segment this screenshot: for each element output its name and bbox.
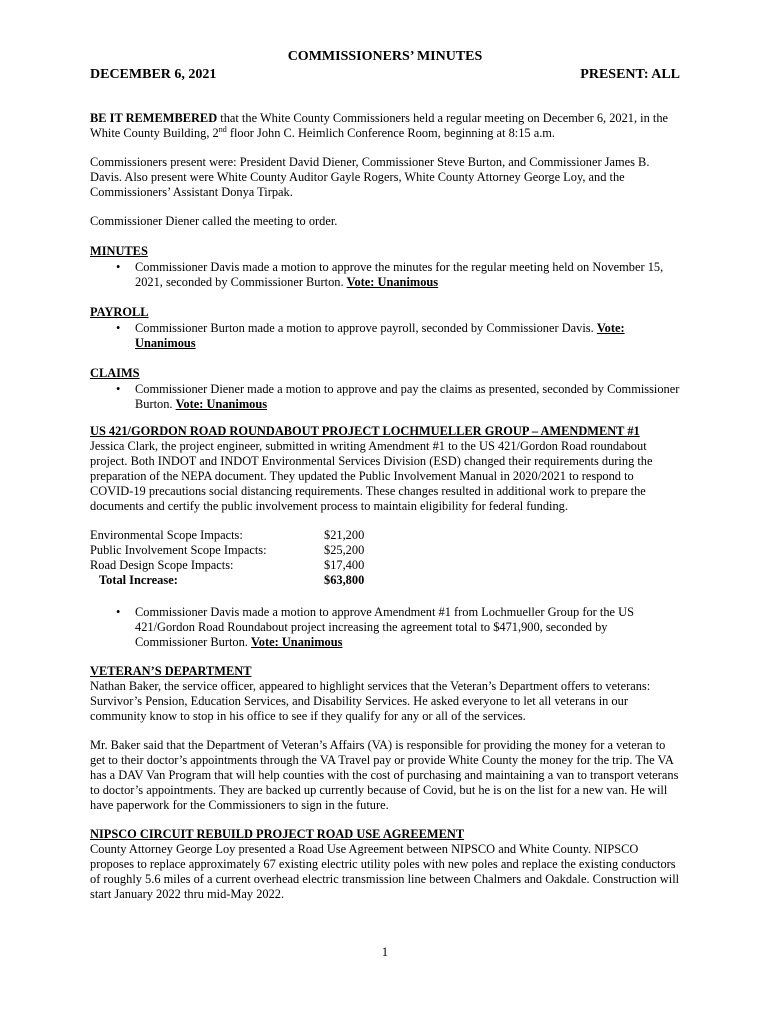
bullet-icon: • — [116, 321, 121, 335]
vote-result: Vote: Unanimous — [175, 397, 268, 411]
cost-label: Public Involvement Scope Impacts: — [90, 543, 267, 557]
meeting-date: DECEMBER 6, 2021 — [90, 67, 217, 82]
present-status: PRESENT: ALL — [580, 67, 680, 82]
cost-amount: $17,400 — [324, 558, 365, 572]
motion-text: Commissioner Davis made a motion to approve the minutes for the regular meeting held on November 15, 2021, seconded by Commissioner Burton. — [135, 260, 664, 289]
cost-amount: $25,200 — [324, 543, 365, 557]
cost-label: Environmental Scope Impacts: — [90, 528, 243, 542]
total-label: Total Increase: — [99, 573, 178, 587]
motion-text: Commissioner Davis made a motion to approve Amendment #1 from Lochmueller Group for the US 421/Gordon Road Roundabout project increasing the agreement total to $471,900, seconded by Commissioner Burton. — [135, 605, 634, 649]
vote-result: Vote: Unanimous — [346, 275, 439, 289]
attendance-paragraph: Commissioners present were: President David Diener, Commissioner Steve Burton, and Commissioner James B. Davis. Also present were White County Auditor Gayle Rogers, White County Attorney George Loy, and the Commissioners’ Assistant Donya Tirpak. — [90, 155, 650, 199]
bullet-icon: • — [116, 605, 121, 619]
veterans-heading: VETERAN’S DEPARTMENT — [90, 664, 252, 678]
list-item — [90, 321, 680, 351]
minutes-list — [90, 260, 680, 290]
list-item — [90, 260, 680, 290]
page-number: 1 — [381, 945, 389, 959]
payroll-heading: PAYROLL — [90, 305, 149, 319]
minutes-heading: MINUTES — [90, 244, 148, 258]
total-amount: $63,800 — [324, 573, 365, 587]
table-row — [90, 543, 404, 558]
cost-amount: $21,200 — [324, 528, 365, 542]
call-to-order: Commissioner Diener called the meeting to order. — [90, 214, 338, 228]
document-title: COMMISSIONERS’ MINUTES — [287, 49, 483, 64]
bullet-icon: • — [116, 260, 121, 274]
remembered-text: that the White County Commissioners held a regular meeting on December 6, 2021, in the White County Building, 2 — [90, 111, 669, 140]
veterans-paragraph-1: Nathan Baker, the service officer, appeared to highlight services that the Veteran’s Department offers to veterans: Survivor’s Pension, Education Services, and Disability Services. He asked everyone to let all veterans in our community know to stop in his office to see if they qualify for any or all of the services. — [90, 679, 651, 723]
table-row — [90, 558, 404, 573]
claims-list — [90, 382, 680, 412]
roundabout-list — [90, 605, 680, 650]
payroll-list — [90, 321, 680, 351]
nipsco-paragraph: County Attorney George Loy presented a Road Use Agreement between NIPSCO and White County. NIPSCO proposes to replace approximately 67 existing electric utility poles with new poles and replace the existing conductors of roughly 5.6 miles of a current overhead electric transmission line between Chalmers and Oakdale. Construction will start January 2022 thru mid-May 2022. — [90, 842, 680, 901]
total-row — [90, 573, 404, 588]
list-item — [90, 605, 680, 650]
ordinal-suffix: nd — [218, 124, 227, 134]
claims-heading: CLAIMS — [90, 366, 140, 380]
motion-text: Commissioner Burton made a motion to approve payroll, seconded by Commissioner Davis. — [135, 321, 597, 335]
remembered-lead: BE IT REMEMBERED — [90, 111, 218, 125]
veterans-paragraph-2: Mr. Baker said that the Department of Veteran’s Affairs (VA) is responsible for providing the money for a veteran to get to their doctor’s appointments through the VA Travel pay or provide White County the money for the trip. The VA has a DAV Van Program that will help counties with the cost of purchasing and maintaining a van to transport veterans to doctor’s appointments. They are backed up currently because of Covid, but he is on the list for a new van. He will have paperwork for the Commissioners to sign in the future. — [90, 738, 679, 812]
list-item — [90, 382, 680, 412]
nipsco-heading: NIPSCO CIRCUIT REBUILD PROJECT ROAD USE AGREEMENT — [90, 827, 465, 841]
roundabout-heading: US 421/GORDON ROAD ROUNDABOUT PROJECT LOCHMUELLER GROUP – AMENDMENT #1 — [90, 424, 640, 438]
remembered-text-cont: floor John C. Heimlich Conference Room, beginning at 8:15 a.m. — [226, 126, 556, 140]
minutes-page — [90, 48, 680, 902]
vote-result: Vote: Unanimous — [135, 321, 625, 350]
date-line — [90, 66, 680, 83]
cost-label: Road Design Scope Impacts: — [90, 558, 234, 572]
roundabout-paragraph: Jessica Clark, the project engineer, submitted in writing Amendment #1 to the US 421/Gordon Road roundabout project. Both INDOT and INDOT Environmental Services Division (ESD) changed their requirements during the preparation of the NEPA document. They updated the Public Involvement Manual in 2020/2021 to respond to COVID-19 precautions social distancing requirements. These changes resulted in additional work to prepare the documents and certify the public involvement process to maintain eligibility for federal funding. — [90, 439, 653, 513]
table-row — [90, 528, 404, 543]
motion-text: Commissioner Diener made a motion to approve and pay the claims as presented, seconded by Commissioner Burton. — [135, 382, 680, 411]
vote-result: Vote: Unanimous — [251, 635, 343, 649]
remembered-paragraph — [90, 111, 680, 141]
cost-table — [90, 528, 404, 588]
bullet-icon: • — [116, 382, 121, 396]
